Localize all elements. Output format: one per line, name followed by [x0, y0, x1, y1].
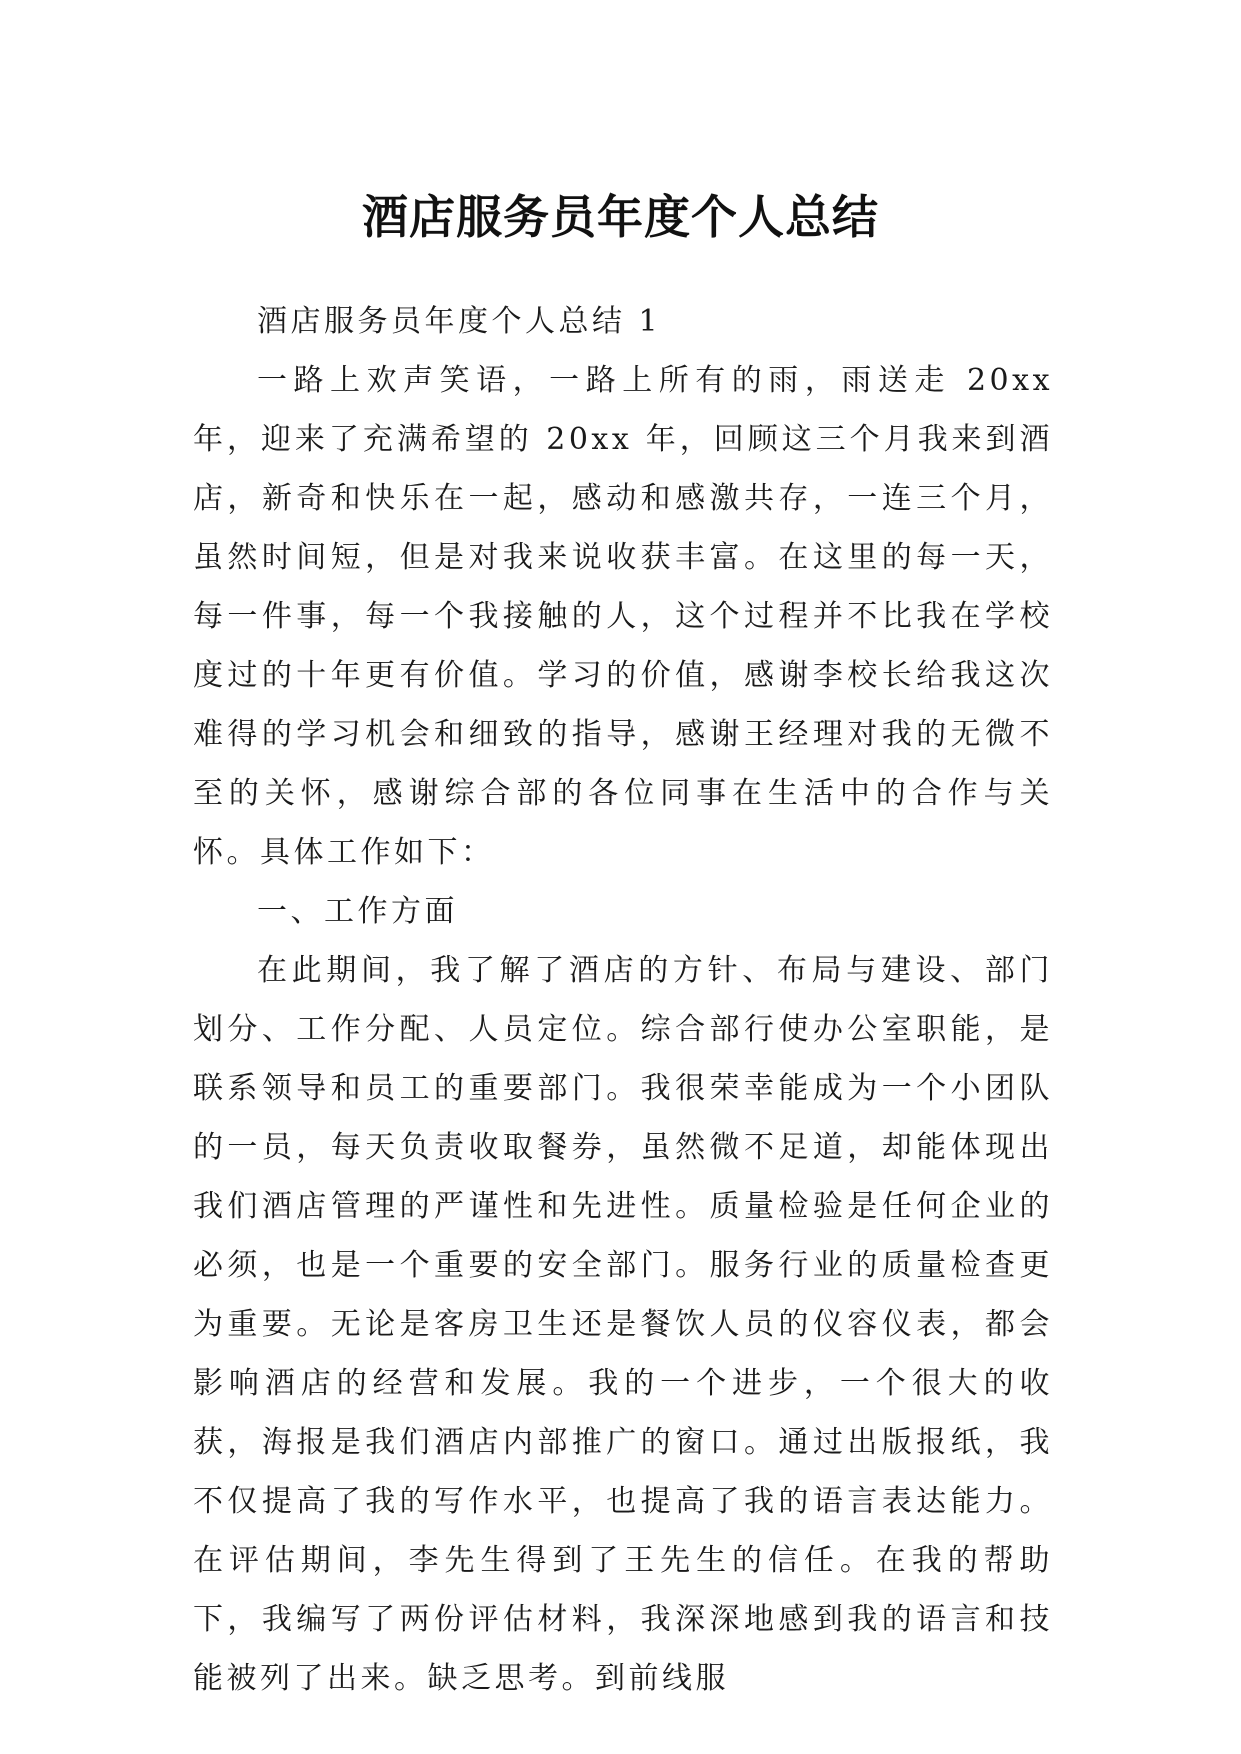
paragraph: 在此期间，我了解了酒店的方针、布局与建设、部门划分、工作分配、人员定位。综合部行使办公室职能，是联系领导和员工的重要部门。我很荣幸能成为一个小团队的一员，每天负责收取餐券，虽然微不足道，却能体现出我们酒店管理的严谨性和先进性。质量检验是任何企业的必须，也是一个重要的安全部门。服务行业的质量检查更为重要。无论是客房卫生还是餐饮人员的仪容仪表，都会影响酒店的经营和发展。我的一个进步，一个很大的收获，海报是我们酒店内部推广的窗口。通过出版报纸，我不仅提高了我的写作水平，也提高了我的语言表达能力。在评估期间，李先生得到了王先生的信任。在我的帮助下，我编写了两份评估材料，我深深地感到我的语言和技能被列了出来。缺乏思考。到前线服 — [193, 953, 1053, 1696]
paragraph: 一路上欢声笑语，一路上所有的雨，雨送走 20xx 年，迎来了充满希望的 20xx 年，回顾这三个月我来到酒店，新奇和快乐在一起，感动和感激共存，一连三个月，虽然时间短，但是对我来说收获丰富。在这里的每一天，每一件事，每一个我接触的人，这个过程并不比我在学校度过的十年更有价值。学习的价值，感谢李校长给我这次难得的学习机会和细致的指导，感谢王经理对我的无微不至的关怀，感谢综合部的各位同事在生活中的合作与关怀。具体工作如下： — [193, 363, 1053, 870]
document-body — [193, 292, 1053, 1708]
document-subtitle: 酒店服务员年度个人总结 1 — [257, 304, 662, 339]
section-heading: 一、工作方面 — [257, 894, 458, 929]
document-title: 酒店服务员年度个人总结 — [362, 189, 879, 244]
